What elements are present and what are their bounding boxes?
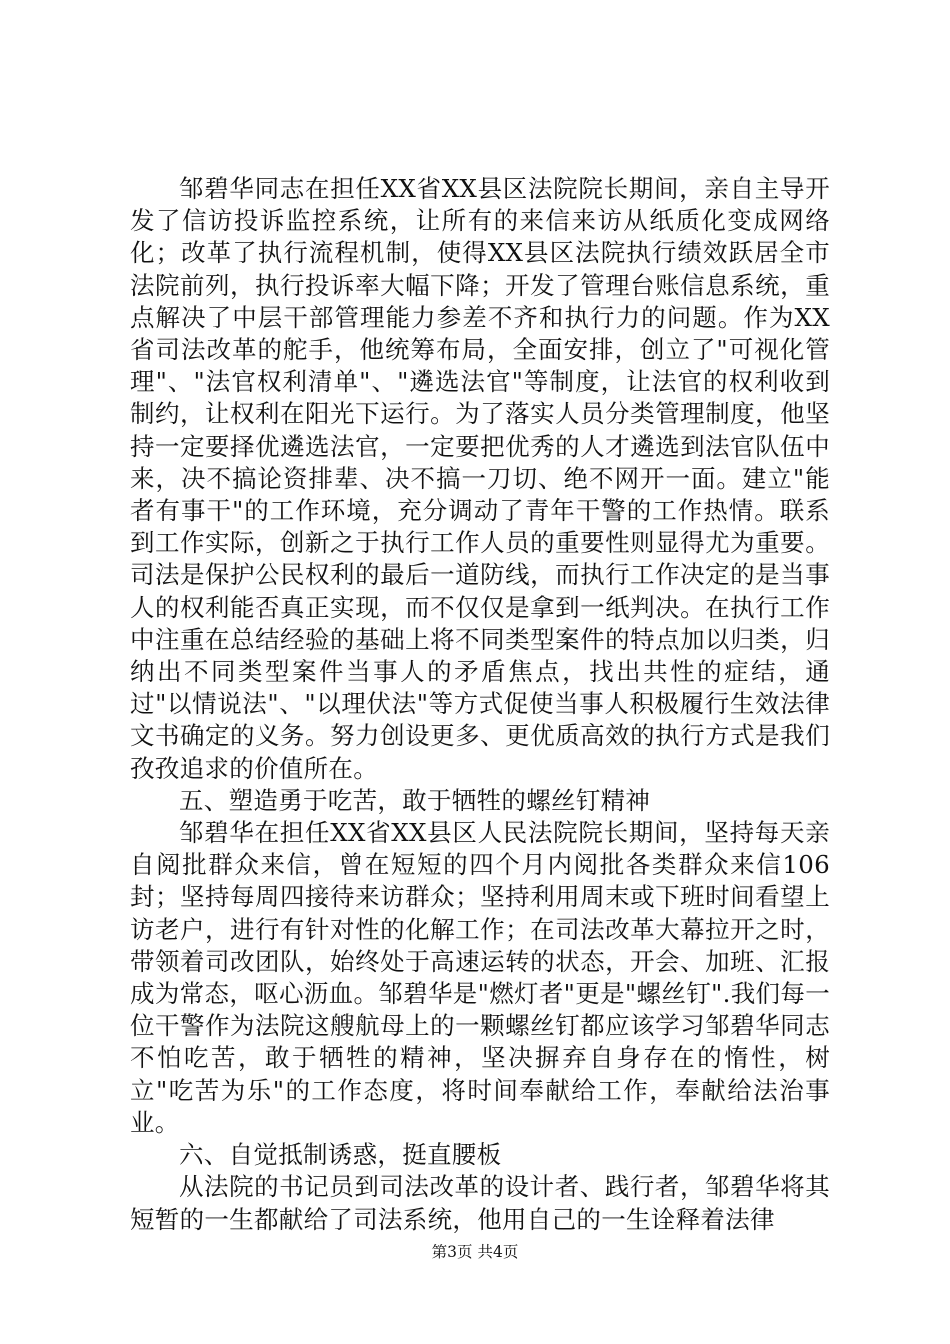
paragraph: 从法院的书记员到司法改革的设计者、践行者，邹碧华将其短暂的一生都献给了司法系统，他用自己的一生诠释着法律 bbox=[130, 1172, 830, 1234]
paragraph: 邹碧华同志在担任XX省XX县区法院院长期间，亲自主导开发了信访投诉监控系统，让所有的来信来访从纸质化变成网络化；改革了执行流程机制，使得XX县区法院执行绩效跃居全市法院前列，执行投诉率大幅下降；开发了管理台账信息系统，重点解决了中层干部管理能力参差不齐和执行力的问题。作为XX省司法改革的舵手，他统筹布局，全面安排，创立了"可视化管理"、"法官权利清单"、"遴选法官"等制度，让法官的权利收到制约，让权利在阳光下运行。为了落实人员分类管理制度，他坚持一定要择优遴选法官，一定要把优秀的人才遴选到法官队伍中来，决不搞论资排辈、决不搞一刀切、绝不网开一面。建立"能者有事干"的工作环境，充分调动了青年干警的工作热情。联系到工作实际，创新之于执行工作人员的重要性则显得尤为重要。司法是保护公民权利的最后一道防线，而执行工作决定的是当事人的权利能否真正实现，而不仅仅是拿到一纸判决。在执行工作中注重在总结经验的基础上将不同类型案件的特点加以归类，归纳出不同类型案件当事人的矛盾焦点，找出共性的症结，通过"以情说法"、"以理伏法"等方式促使当事人积极履行生效法律文书确定的义务。努力创设更多、更优质高效的执行方式是我们孜孜追求的价值所在。 bbox=[130, 174, 830, 783]
paragraph: 邹碧华在担任XX省XX县区人民法院院长期间，坚持每天亲自阅批群众来信，曾在短短的四个月内阅批各类群众来信106封；坚持每周四接待来访群众；坚持利用周末或下班时间看望上访老户，进行有针对性的化解工作；在司法改革大幕拉开之时，带领着司改团队，始终处于高速运转的状态，开会、加班、汇报成为常态，呕心沥血。邹碧华是"燃灯者"更是"螺丝钉".我们每一位干警作为法院这艘航母上的一颗螺丝钉都应该学习邹碧华同志不怕吃苦，敢于牺牲的精神，坚决摒弃自身存在的惰性，树立"吃苦为乐"的工作态度，将时间奉献给工作，奉献给法治事业。 bbox=[130, 818, 830, 1137]
section-heading: 六、自觉抵制诱惑，挺直腰板 bbox=[179, 1140, 502, 1170]
section-heading: 五、塑造勇于吃苦，敢于牺牲的螺丝钉精神 bbox=[179, 785, 651, 815]
page-footer: 第3页 共4页 bbox=[431, 1243, 519, 1261]
document-body bbox=[130, 173, 830, 1236]
